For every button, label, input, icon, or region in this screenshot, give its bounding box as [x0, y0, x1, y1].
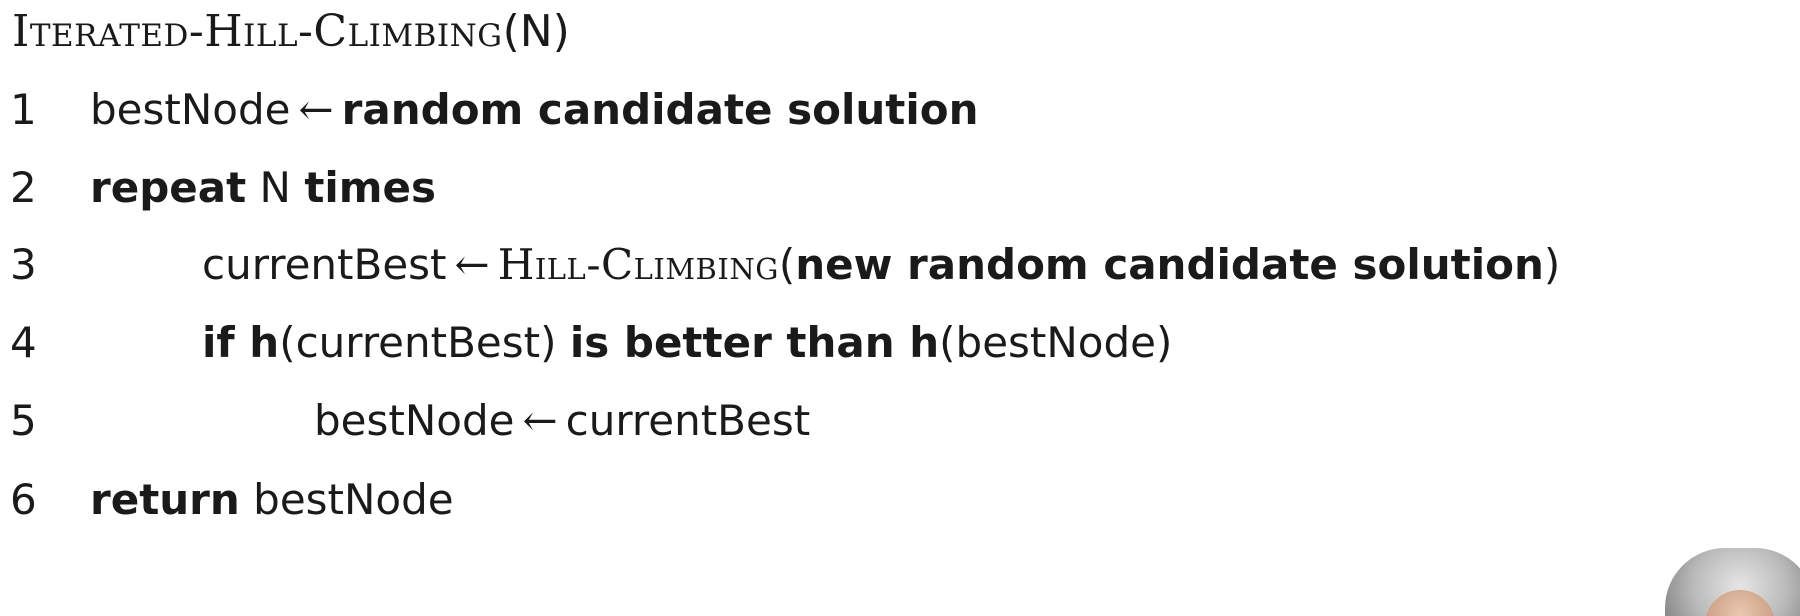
keyword: if h: [202, 318, 280, 367]
line-code: [90, 468, 454, 532]
assign-arrow: ←: [298, 85, 334, 134]
algorithm-param: (N): [502, 6, 570, 57]
variable: currentBest: [202, 240, 447, 289]
keyword: return: [90, 475, 240, 524]
keyword: new random candidate solution: [795, 240, 1544, 289]
paren: ): [1543, 240, 1561, 289]
line-code: [314, 389, 810, 453]
line-number: 2: [10, 163, 37, 212]
variable: N: [259, 163, 291, 212]
argument: (bestNode): [939, 318, 1173, 367]
procedure-name: Hill-Climbing: [497, 240, 779, 289]
presenter-video-thumbnail: [1665, 548, 1800, 616]
line-number: 1: [10, 85, 37, 134]
assign-arrow: ←: [522, 396, 558, 445]
variable: bestNode: [90, 85, 291, 134]
variable: currentBest: [565, 396, 811, 445]
assign-arrow: ←: [454, 240, 490, 289]
keyword: is better than h: [569, 318, 940, 367]
keyword: times: [304, 163, 437, 212]
line-code: [202, 233, 1560, 297]
line-number: 4: [10, 318, 37, 367]
algorithm-name: Iterated-Hill-Climbing: [12, 6, 503, 57]
paren: (: [778, 240, 796, 289]
line-number: 3: [10, 240, 37, 289]
argument: (currentBest): [279, 318, 557, 367]
line-code: [202, 311, 1172, 375]
line-number: 6: [10, 475, 37, 524]
line-code: [90, 156, 436, 220]
keyword: random candidate solution: [341, 85, 979, 134]
line-number: 5: [10, 396, 37, 445]
presenter-face: [1705, 590, 1775, 616]
line-code: [90, 78, 979, 142]
algorithm-title: [12, 2, 570, 62]
variable: bestNode: [314, 396, 515, 445]
variable: bestNode: [253, 475, 454, 524]
keyword: repeat: [90, 163, 247, 212]
